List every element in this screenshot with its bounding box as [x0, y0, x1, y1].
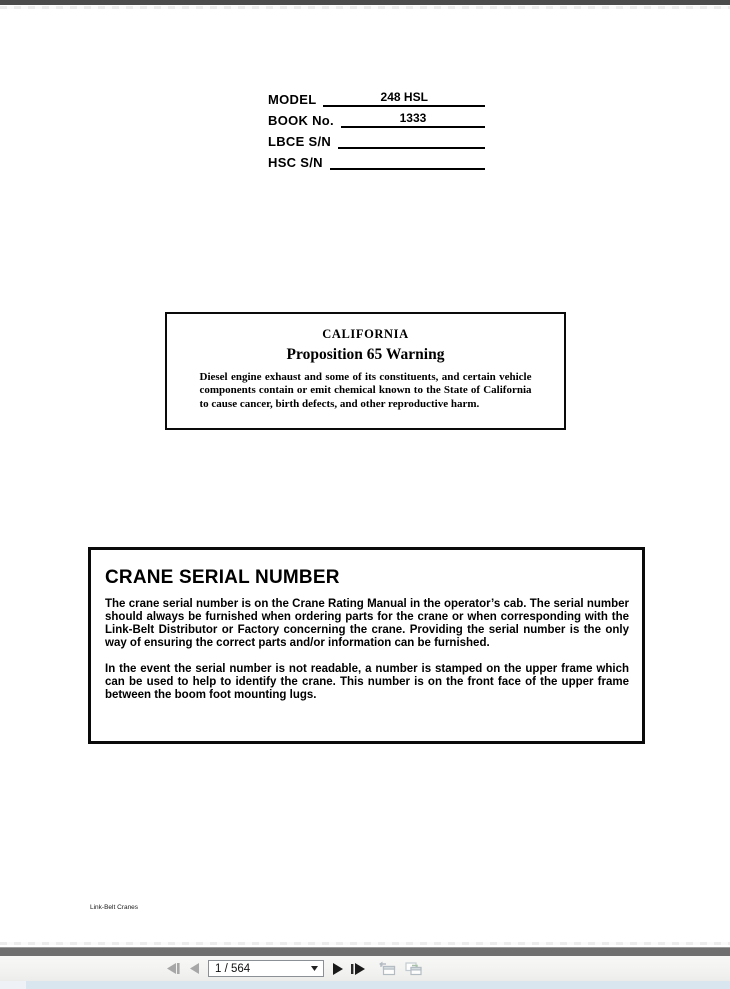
previous-page-button[interactable]	[190, 959, 200, 979]
lbce-sn-field-row	[268, 132, 485, 149]
crane-serial-paragraph-2: In the event the serial number is not readable, a number is stamped on the upper frame which can be used to help to identify the crane. This number is on the front face of the upper frame between the boom foot mounting lugs.	[105, 663, 629, 701]
pdf-navigation-toolbar	[0, 956, 730, 981]
book-no-label: BOOK No.	[268, 113, 334, 128]
lbce-sn-label: LBCE S/N	[268, 134, 332, 149]
next-view-button[interactable]	[404, 959, 423, 979]
model-field-row	[268, 90, 485, 107]
hsc-sn-field-row	[268, 153, 485, 170]
crane-serial-title: CRANE SERIAL NUMBER	[105, 567, 340, 588]
last-page-button[interactable]	[351, 959, 365, 979]
book-no-line	[341, 111, 485, 128]
prop65-subtitle: Proposition 65 Warning	[286, 346, 445, 363]
window-top-bar	[0, 0, 730, 5]
status-strip-corner	[0, 981, 26, 989]
document-page	[0, 9, 730, 942]
next-view-icon	[404, 961, 423, 976]
page-number-combobox[interactable]	[208, 960, 324, 977]
previous-page-icon	[190, 963, 200, 974]
first-page-button[interactable]	[166, 959, 180, 979]
prop65-warning-box	[165, 312, 566, 430]
first-page-icon	[166, 963, 180, 974]
page-navigation-controls	[166, 959, 423, 979]
footer-brand-text: Link-Belt Cranes	[90, 904, 139, 911]
prop65-title: CALIFORNIA	[322, 327, 409, 341]
next-page-icon	[333, 963, 343, 975]
page-indicator: 1 / 564	[215, 962, 251, 975]
previous-view-icon	[378, 961, 397, 976]
book-no-value: 1333	[399, 111, 427, 125]
toolbar-separator-bar	[0, 947, 730, 956]
lbce-sn-line	[338, 132, 485, 149]
crane-serial-number-box	[88, 547, 645, 744]
last-page-icon	[351, 963, 365, 975]
combo-dropdown-arrow-icon[interactable]	[311, 966, 318, 971]
crane-serial-paragraph-1: The crane serial number is on the Crane Rating Manual in the operator’s cab. The serial number should always be furnished when ordering parts for the crane or when corresponding with the Link-Belt Distributor or Factory concerning the crane. Providing the serial number is the only way of ensuring the correct parts and/or information can be furnished.	[105, 598, 629, 649]
previous-view-button[interactable]	[378, 959, 397, 979]
model-line	[323, 90, 485, 107]
book-no-field-row	[268, 111, 485, 128]
model-value: 248 HSL	[380, 90, 428, 104]
next-page-button[interactable]	[333, 959, 343, 979]
prop65-body-text: Diesel engine exhaust and some of its constituents, and certain vehicle components contain or emit chemical known to the State of California to cause cancer, birth defects, and other reproductive harm.	[199, 371, 532, 410]
model-label: MODEL	[268, 92, 317, 107]
hsc-sn-label: HSC S/N	[268, 155, 323, 170]
page-gap-bottom	[0, 942, 730, 945]
hsc-sn-line	[330, 153, 485, 170]
bottom-status-strip	[0, 981, 730, 989]
